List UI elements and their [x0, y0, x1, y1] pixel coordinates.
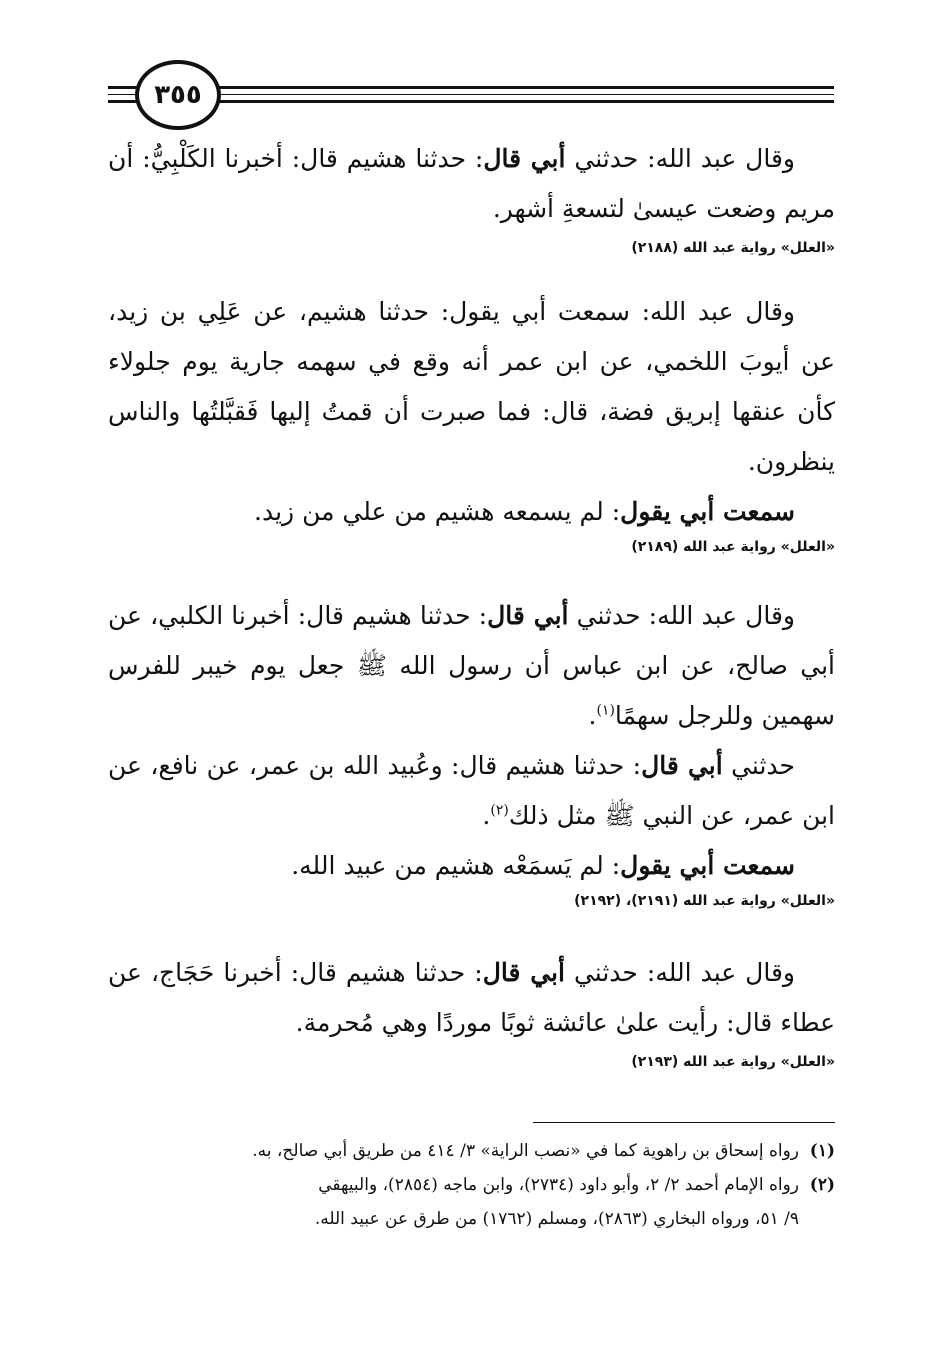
text-run: : حدثنا هشيم قال: أخبرنا حَجَاج، عن عطاء قال: رأيت علىٰ عائشة ثوبًا موردًا وهي مُحرمة. — [108, 958, 835, 1037]
footnotes — [108, 1134, 835, 1236]
footnote-marker[interactable]: (١) — [596, 702, 615, 719]
bold-text-run: سمعت أبي يقول — [620, 851, 795, 880]
text-run: : لم يَسمَعْه هشيم من عبيد الله. — [291, 851, 621, 880]
page-number-oval — [135, 60, 221, 130]
narration-paragraph: وقال عبد الله: سمعت أبي يقول: حدثنا هشيم، عن عَلِي بن زيد، عن أيوبَ اللخمي، عن ابن عمر أنه وقع في سهمه جارية يوم جلولاء كأن عنقها إبريق فضة، قال: فما صبرت أن قمتُ إليها فَقبَّلتُها والناس ينظرون. — [108, 297, 835, 476]
text-run: . — [482, 801, 491, 830]
text-run: : حدثنا هشيم قال: وعُبيد الله بن عمر، عن نافع، عن ابن عمر، عن النبي ﷺ مثل ذلك — [108, 751, 835, 830]
text-run: . — [588, 701, 597, 730]
text-run: : حدثنا هشيم قال: أخبرنا الكَلْبِيُّ: أن مريم وضعت عيسىٰ لتسعةِ أشهر. — [108, 144, 835, 223]
source-reference: «العلل» رواية عبد الله (٢١٩١)، (٢١٩٢) — [574, 893, 835, 909]
narration-paragraph — [108, 741, 835, 841]
narration-paragraph — [108, 591, 835, 741]
bold-text-run: أبي قال — [487, 601, 569, 630]
bold-text-run: أبي قال — [483, 144, 566, 173]
footnote-2-continuation: ٩/ ٥١، ورواه البخاري (٢٨٦٣)، ومسلم (١٧٦٢) من طرق عن عبيد الله. — [314, 1209, 799, 1229]
narration-block-2189 — [108, 287, 835, 555]
text-run: : حدثنا هشيم قال: أخبرنا الكلبي، عن أبي صالح، عن ابن عباس أن رسول الله ﷺ جعل يوم خيبر للفرس سهمين وللرجل سهمًا — [108, 601, 835, 730]
footnote-marker[interactable]: (٢) — [490, 802, 509, 819]
footnote-number: (٢) — [809, 1175, 835, 1195]
page-number: ٣٥٥ — [154, 80, 202, 110]
footnote-number: (١) — [809, 1141, 835, 1161]
source-reference: «العلل» رواية عبد الله (٢١٩٣) — [631, 1054, 835, 1070]
source-reference: «العلل» رواية عبد الله (٢١٨٩) — [631, 539, 835, 555]
bold-text-run: أبي قال — [641, 751, 723, 780]
narration-paragraph — [108, 134, 835, 234]
text-run: : لم يسمعه هشيم من علي من زيد. — [254, 497, 621, 526]
text-run: حدثني — [722, 751, 795, 780]
narration-block-2188 — [108, 134, 835, 256]
footnote-text: رواه إسحاق بن راهوية كما في «نصب الراية» ٣/ ٤١٤ من طريق أبي صالح، به. — [252, 1141, 799, 1161]
text-run: وقال عبد الله: حدثني — [565, 144, 795, 173]
narration-paragraph — [108, 841, 835, 891]
footnote-1 — [108, 1134, 835, 1168]
narration-block-2193 — [108, 948, 835, 1070]
text-run: وقال عبد الله: حدثني — [564, 958, 795, 987]
footnote-separator — [533, 1122, 835, 1123]
narration-paragraph — [108, 487, 835, 537]
narration-paragraph — [108, 948, 835, 1048]
text-run: وقال عبد الله: حدثني — [568, 601, 795, 630]
bold-text-run: أبي قال — [482, 958, 565, 987]
footnote-2 — [108, 1168, 835, 1202]
bold-text-run: سمعت أبي يقول — [620, 497, 795, 526]
footnote-text: رواه الإمام أحمد ٢/ ٢، وأبو داود (٢٧٣٤)، وابن ماجه (٢٨٥٤)، والبيهقي — [318, 1175, 799, 1195]
source-reference: «العلل» رواية عبد الله (٢١٨٨) — [631, 240, 835, 256]
narration-block-2191-2192 — [108, 591, 835, 909]
